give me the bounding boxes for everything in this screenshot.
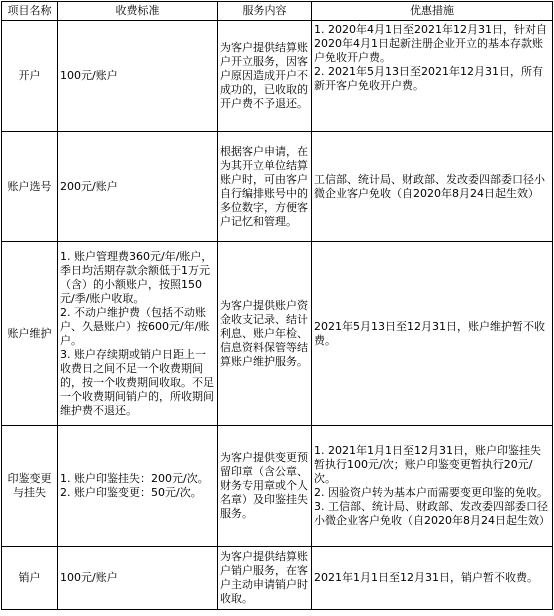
discount-line: 1. 2021年1月1日至12月31日，账户印鉴挂失暂执行100元/次；账户印鉴变更暂执行20元/次。 <box>314 444 541 485</box>
item-cell: 账户维护 <box>2 242 58 426</box>
service-cell: 为客户提供结算账户销户服务，在客户主动申请销户时收取。 <box>218 547 312 610</box>
discount-cell <box>312 426 553 547</box>
fee-line: 2. 账户印鉴变更：50元/次。 <box>60 486 202 499</box>
item-cell: 印鉴变更与挂失 <box>2 426 58 547</box>
header-fee: 收费标准 <box>58 2 218 21</box>
fee-line: 3. 账户存续期或销户日距上一收费日之间不足一个收费期间的，按一个收费期间收取。不足一个收费期间销户的，所收期间维护费不退还。 <box>60 347 214 417</box>
table-row <box>2 547 553 610</box>
fee-cell <box>58 132 218 242</box>
service-cell: 为客户提供变更预留印章（含公章、财务专用章或个人名章）及印鉴挂失服务。 <box>218 426 312 547</box>
item-cell: 开户 <box>2 21 58 132</box>
fee-line: 1. 账户管理费360元/年/账户，季日均活期存款余额低于1万元（含）的小额账户，按照150元/季/账户收取。 <box>60 249 213 305</box>
service-cell: 根据客户申请，在为其开立单位结算账户时，可由客户自行编排账号中的多位数字，方便客户记忆和管理。 <box>218 132 312 242</box>
discount-line: 工信部、统计局、财政部、发改委四部委口径小微企业客户免收（自2020年8月24日起生效） <box>314 172 545 200</box>
table-row <box>2 426 553 547</box>
discount-line: 2021年5月13日至12月31日，账户维护暂不收费。 <box>314 319 545 347</box>
fee-cell <box>58 547 218 610</box>
discount-line: 2. 因验资户转为基本户而需要变更印鉴的免收。 <box>314 486 548 499</box>
discount-line: 2021年1月1日至12月31日，销户暂不收费。 <box>314 571 538 584</box>
fee-cell <box>58 21 218 132</box>
fee-table <box>1 1 553 610</box>
discount-line: 3. 工信部、统计局、财政部、发改委四部委口径小微企业客户免收（自2020年8月24日起生效） <box>314 500 550 527</box>
service-cell: 为客户提供账户资金收支记录、结计利息、账户年检、信息资料保管等结算账户维护服务。 <box>218 242 312 426</box>
service-cell: 为客户提供结算账户开立服务，因客户原因造成开户不成功的，已收取的开户费不予退还。 <box>218 21 312 132</box>
fee-line: 1. 账户印鉴挂失：200元/次。 <box>60 472 209 485</box>
header-item: 项目名称 <box>2 2 58 21</box>
discount-cell <box>312 132 553 242</box>
fee-cell <box>58 426 218 547</box>
item-cell: 销户 <box>2 547 58 610</box>
item-cell: 账户选号 <box>2 132 58 242</box>
table-row <box>2 132 553 242</box>
discount-line: 2. 2021年5月13日至2021年12月31日，所有新开客户免收开户费。 <box>314 65 543 92</box>
header-service: 服务内容 <box>218 2 312 21</box>
discount-line: 1. 2020年4月1日至2021年12月31日，针对自2020年4月1日起新注册企业开立的基本存款账户免收开户费。 <box>314 23 547 64</box>
fee-line: 100元/账户 <box>60 571 118 584</box>
discount-cell <box>312 547 553 610</box>
header-row <box>2 2 553 21</box>
fee-line: 200元/账户 <box>60 179 118 193</box>
discount-cell <box>312 21 553 132</box>
fee-line: 100元/账户 <box>60 69 118 82</box>
discount-cell <box>312 242 553 426</box>
fee-line: 2. 不动户维护费（包括不动账户、久悬账户）按600元/年/账户。 <box>60 305 210 347</box>
header-discount: 优惠措施 <box>312 2 553 21</box>
table-row <box>2 242 553 426</box>
table-row <box>2 21 553 132</box>
fee-cell <box>58 242 218 426</box>
